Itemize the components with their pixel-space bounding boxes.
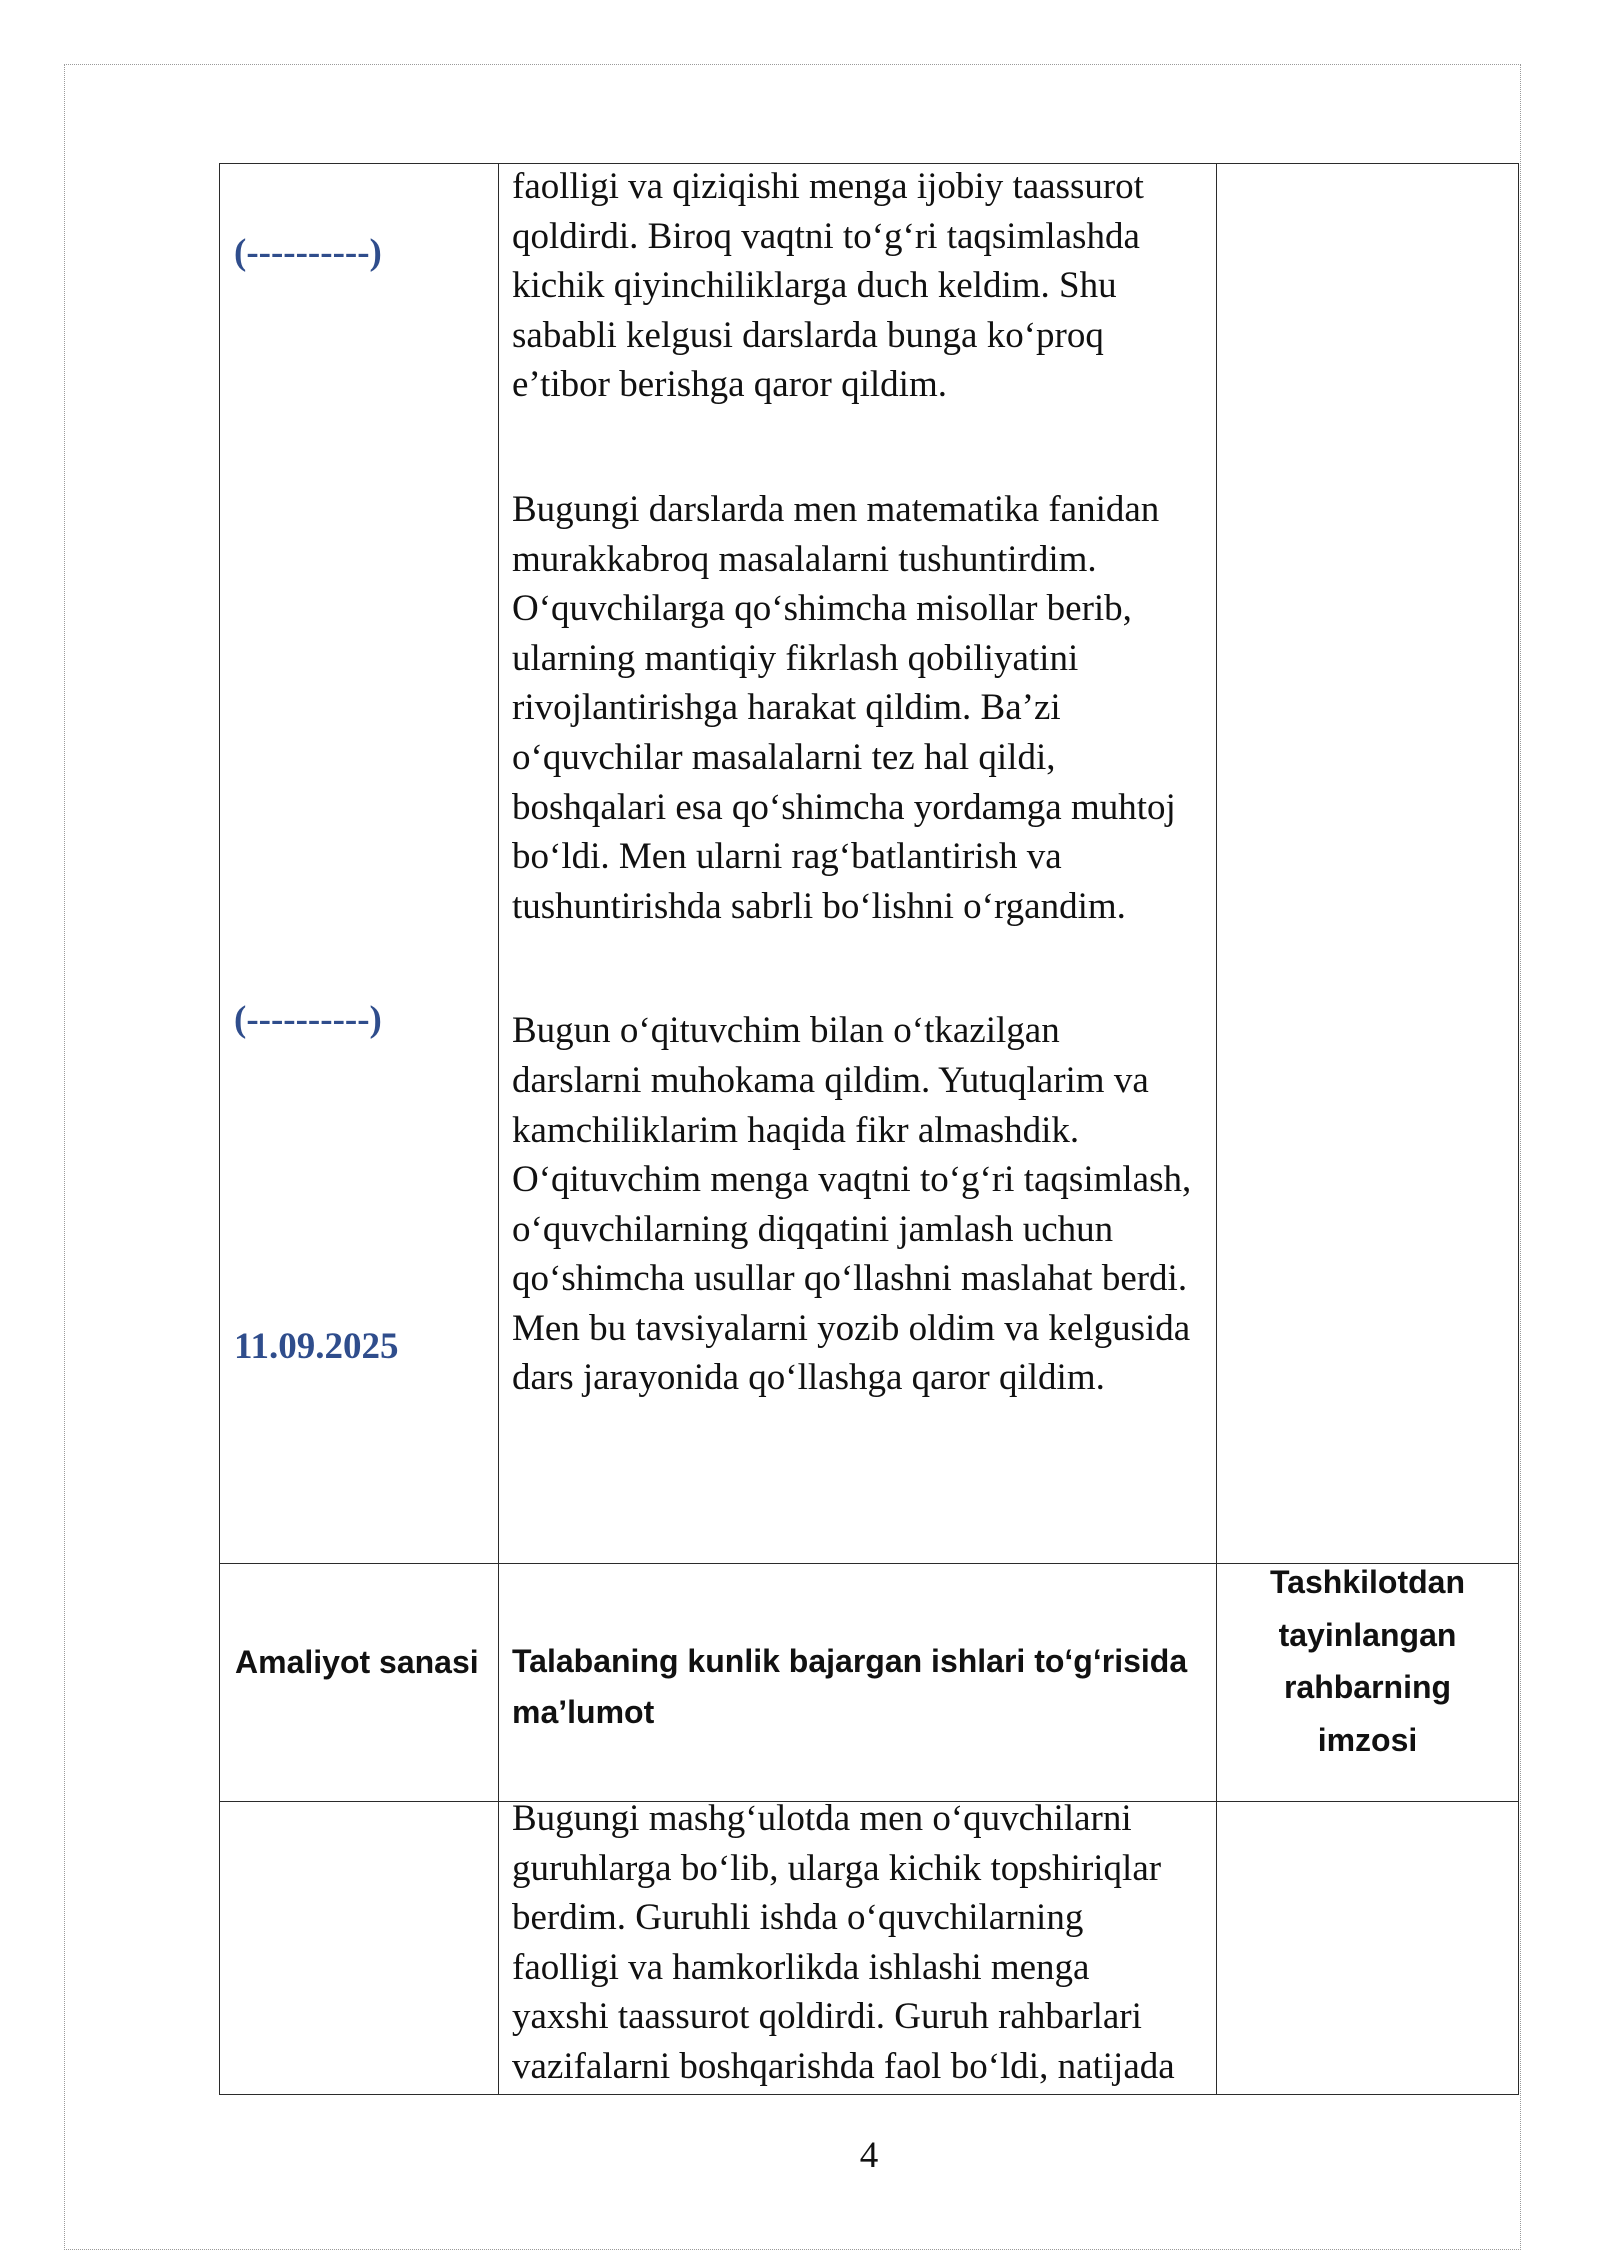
text-line: ularning mantiqiy fikrlash qobiliyatini	[512, 637, 1079, 679]
text-line: darslarni muhokama qildim. Yutuqlarim va	[512, 1059, 1149, 1101]
text-line: Men bu tavsiyalarni yozib oldim va kelgusida	[512, 1307, 1191, 1349]
text-line: berdim. Guruhli ishda o‘quvchilarning	[512, 1897, 1084, 1939]
text-line: guruhlarga bo‘lib, ularga kichik topshiriqlar	[512, 1847, 1162, 1889]
text-line: bo‘ldi. Men ularni rag‘batlantirish va	[512, 836, 1062, 878]
column-header-date	[220, 1564, 498, 1801]
text-line: qoldirdi. Biroq vaqtni to‘g‘ri taqsimlashda	[512, 215, 1140, 257]
activity-heading	[512, 1636, 1187, 1738]
activity-text	[512, 162, 1191, 1403]
text-line: Talabaning kunlik bajargan ishlari to‘g‘risida	[512, 1643, 1188, 1679]
supervisor-signature-cell	[1216, 164, 1518, 1563]
text-line: Bugun o‘qituvchim bilan o‘tkazilgan	[512, 1010, 1060, 1052]
text-line: ma’lumot	[512, 1694, 655, 1730]
text-line: boshqalari esa qo‘shimcha yordamga muhtoj	[512, 786, 1176, 828]
text-line: murakkabroq masalalarni tushuntirdim.	[512, 538, 1097, 580]
activity-paragraph	[512, 162, 1191, 410]
activity-paragraph	[512, 1794, 1175, 2092]
text-line: o‘quvchilarning diqqatini jamlash uchun	[512, 1208, 1114, 1250]
activity-paragraph	[512, 1006, 1191, 1403]
activity-text	[512, 1794, 1175, 2092]
date-placeholder: (----------)	[234, 232, 382, 273]
page-number: 4	[859, 2135, 879, 2176]
table-row-continued-entry	[220, 164, 1518, 1563]
text-line: yaxshi taassurot qoldirdi. Guruh rahbarlari	[512, 1996, 1142, 2038]
date-cell	[220, 1802, 498, 2094]
text-line: imzosi	[1317, 1722, 1418, 1759]
text-line: sababli kelgusi darslarda bunga ko‘proq	[512, 314, 1104, 356]
activity-cell	[498, 164, 1216, 1563]
practice-diary-table	[219, 163, 1519, 2095]
table-header-row	[220, 1563, 1518, 1801]
text-line: O‘qituvchim menga vaqtni to‘g‘ri taqsimlash,	[512, 1159, 1192, 1201]
text-line: rahbarning	[1283, 1669, 1452, 1706]
text-line: rivojlantirishga harakat qildim. Ba’zi	[512, 687, 1061, 729]
supervisor-signature-cell	[1216, 1802, 1518, 2094]
text-line: o‘quvchilar masalalarni tez hal qildi,	[512, 736, 1056, 778]
activity-cell	[498, 1798, 1216, 2094]
text-line: faolligi va hamkorlikda ishlashi menga	[512, 1946, 1090, 1988]
text-line: kamchiliklarim haqida fikr almashdik.	[512, 1109, 1080, 1151]
text-line: O‘quvchilarga qo‘shimcha misollar berib,	[512, 588, 1132, 630]
text-line: tayinlangan	[1278, 1616, 1457, 1653]
date-placeholder: (----------)	[234, 999, 382, 1040]
activity-paragraph	[512, 485, 1191, 931]
text-line: Tashkilotdan	[1270, 1564, 1465, 1600]
text-line: vazifalarni boshqarishda faol bo‘ldi, natijada	[512, 2045, 1175, 2087]
date-cell	[220, 164, 498, 1563]
column-header-signature	[1216, 1564, 1518, 1801]
text-line: Bugungi mashg‘ulotda men o‘quvchilarni	[512, 1798, 1132, 1839]
text-line: dars jarayonida qo‘llashga qaror qildim.	[512, 1357, 1105, 1399]
text-line: faolligi va qiziqishi menga ijobiy taassurot	[512, 166, 1144, 207]
signature-heading	[1217, 1556, 1518, 1767]
date-heading: Amaliyot sanasi	[235, 1644, 479, 1680]
entry-date: 11.09.2025	[234, 1326, 399, 1367]
column-header-activity	[498, 1564, 1216, 1801]
table-row-next-entry	[220, 1798, 1518, 2094]
text-line: qo‘shimcha usullar qo‘llashni maslahat berdi.	[512, 1258, 1188, 1300]
text-line: Bugungi darslarda men matematika fanidan	[512, 488, 1160, 530]
text-line: e’tibor berishga qaror qildim.	[512, 364, 947, 406]
text-line: kichik qiyinchiliklarga duch keldim. Shu	[512, 265, 1117, 307]
text-line: tushuntirishda sabrli bo‘lishni o‘rgandim.	[512, 885, 1126, 927]
